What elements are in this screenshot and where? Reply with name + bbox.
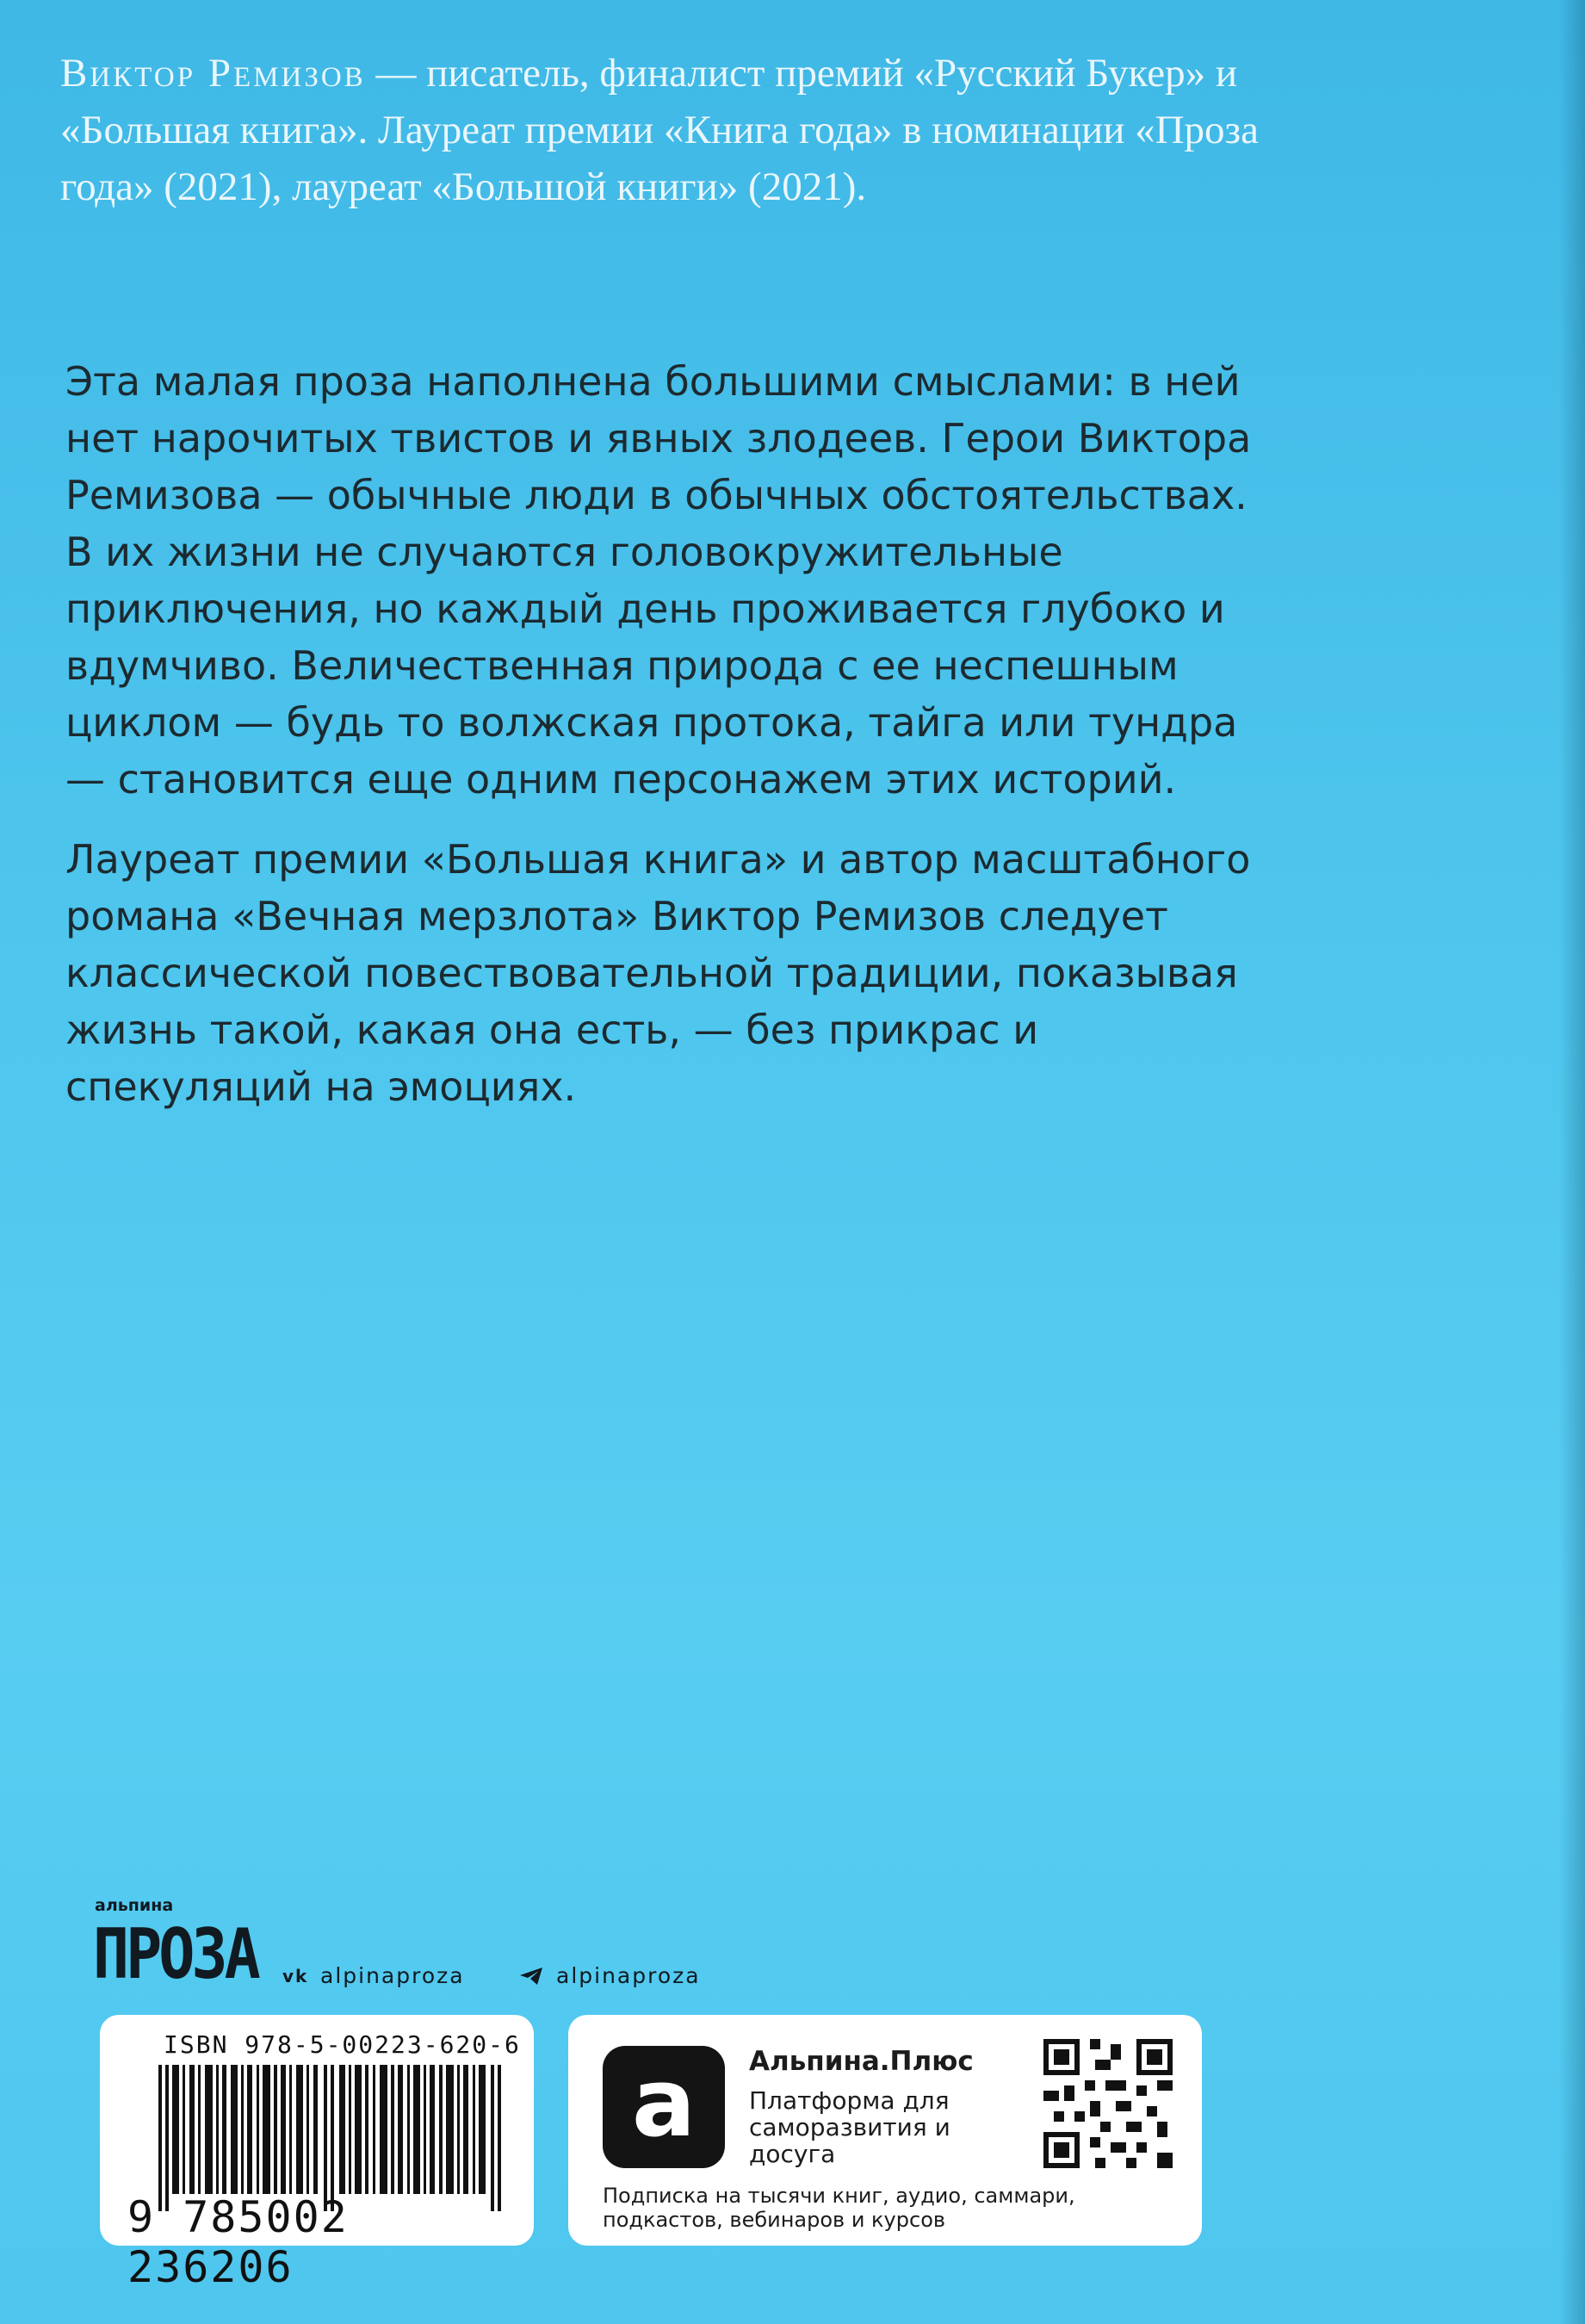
- vk-icon: [282, 1967, 310, 1986]
- telegram-icon: [518, 1967, 546, 1986]
- author-name: Виктор Ремизов: [60, 51, 366, 96]
- telegram-handle: alpinaproza: [556, 1963, 701, 1988]
- spine-edge: [1559, 0, 1585, 2324]
- publisher-logo: ПРОЗА: [93, 1913, 257, 1995]
- alpina-plus-app-icon: [603, 2046, 725, 2168]
- promo-footer: Подписка на тысячи книг, аудио, саммари, подкастов, вебинаров и курсов: [603, 2184, 1075, 2232]
- description-paragraph-1: Эта малая проза наполнена большими смыслами: в ней нет нарочитых твистов и явных злодеев. Герои Виктора Ремизова — обычные люди в обычных обстоятельствах. В их жизни не случаются головокружительные приключения, но каждый день проживается глубоко и вдумчиво. Величественная природа с ее неспешным циклом — будь то волжская протока, тайга или тундра — становится еще одним персонажем этих историй.: [65, 358, 1252, 803]
- telegram-link[interactable]: [518, 1963, 701, 1988]
- barcode: [158, 2065, 503, 2211]
- promo-subtitle: Платформа для саморазвития и досуга: [749, 2086, 950, 2168]
- isbn-barcode-panel: [100, 2015, 534, 2292]
- author-bio: [60, 45, 1283, 215]
- author-bio-text: — писатель, финалист премий «Русский Букер» и «Большая книга». Лауреат премии «Книга года» в номинации «Проза года» (2021), лауреат «Большой книги» (2021).: [60, 51, 1259, 209]
- isbn-digits: 9 785002 236206: [127, 2192, 349, 2292]
- alpina-plus-promo: [568, 2015, 1202, 2246]
- publisher-logo-top: альпина: [95, 1896, 174, 1915]
- promo-title: Альпина.Плюс: [749, 2046, 974, 2077]
- qr-code-icon[interactable]: [1043, 2039, 1173, 2168]
- vk-handle: alpinaproza: [320, 1963, 465, 1988]
- svg-text:vk: vk: [282, 1966, 309, 1986]
- isbn-label: ISBN 978-5-00223-620-6: [164, 2030, 521, 2059]
- vk-link[interactable]: [282, 1963, 465, 1988]
- description-paragraph-2: Лауреат премии «Большая книга» и автор масштабного романа «Вечная мерзлота» Виктор Ремизов следует классической повествовательной традиции, показывая жизнь такой, какая она есть, — без прикрас и спекуляций на эмоциях.: [65, 836, 1251, 1110]
- app-icon-letter: a: [631, 2048, 697, 2158]
